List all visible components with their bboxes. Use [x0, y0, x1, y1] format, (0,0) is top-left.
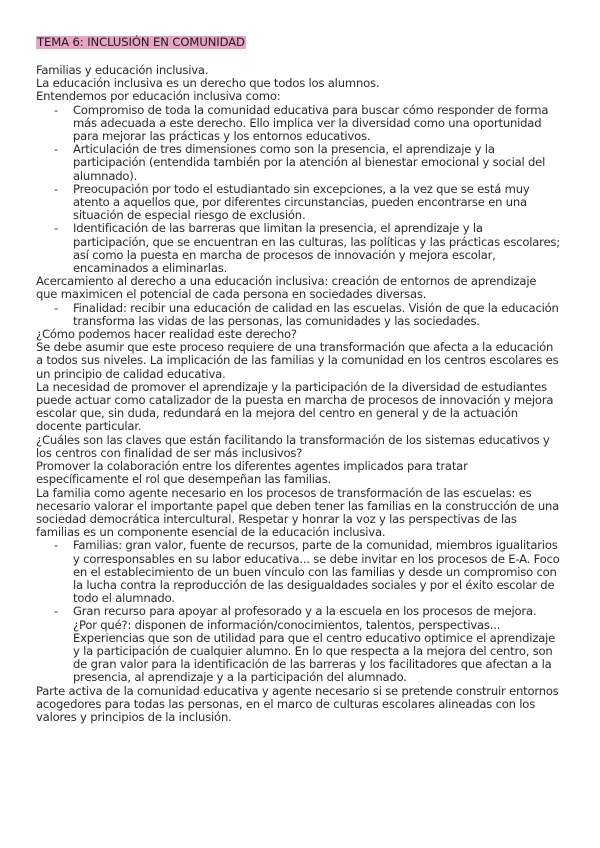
paragraph: ¿Cómo podemos hacer realidad este derecho? — [36, 327, 297, 342]
bullet-list — [36, 104, 560, 276]
page-title: TEMA 6: INCLUSIÓN EN COMUNIDAD — [37, 35, 245, 49]
paragraph: Acercamiento al derecho a una educación inclusiva: creación de entornos de aprendizaje que maximicen el potencial de cada persona en sociedades diversas. — [36, 274, 537, 302]
document-body — [36, 64, 560, 724]
paragraph: Se debe asumir que este proceso requiere de una transformación que afecta a la educación a todos sus niveles. La implicación de las familias y la comunidad en los centros escolares es un principio de calidad educativa. — [36, 340, 559, 381]
list-item: - Articulación de tres dimensiones como son la presencia, el aprendizaje y la participación (entendida también por la atención al bienestar emocional y social del alumnado). — [36, 143, 560, 183]
paragraph: La necesidad de promover el aprendizaje y la participación de la diversidad de estudiantes puede actuar como catalizador de la puesta en marcha de procesos de innovación y mejora escolar que, sin duda, redundará en la mejora del centro en general y de la actuación docente particular. — [36, 379, 554, 434]
paragraph: La educación inclusiva es un derecho que todos los alumnos. — [36, 76, 380, 91]
list-item: - Familias: gran valor, fuente de recursos, parte de la comunidad, miembros igualitarios y corresponsables en su labor educativa... se debe invitar en los procesos de E-A. Foco en el establecimiento de un buen vínculo con las familias y desde un compromiso con la lucha contra la reproducción de las desigualdades sociales y por el éxito escolar de todo el alumnado. — [36, 539, 560, 605]
list-item: - Preocupación por todo el estudiantado sin excepciones, a la vez que se está muy atento a aquellos que, por diferentes circunstancias, pueden encontrarse en una situación de especial riesgo de exclusión. — [36, 183, 560, 223]
bullet-list — [36, 302, 560, 328]
bullet-list — [36, 539, 560, 684]
paragraph: ¿Cuáles son las claves que están facilitando la transformación de los sistemas educativos y los centros con finalidad de ser más inclusivos? — [36, 432, 550, 460]
paragraph: Promover la colaboración entre los diferentes agentes implicados para tratar específicamente el rol que desempeñan las familias. — [36, 459, 468, 487]
paragraph: Parte activa de la comunidad educativa y agente necesario si se pretende construir entornos acogedores para todas las personas, en el marco de culturas escolares alineadas con los valores y principios de la inclusión. — [36, 683, 559, 724]
paragraph: La familia como agente necesario en los procesos de transformación de las escuelas: es necesario valorar el importante papel que deben tener las familias en la construcción de una sociedad democrática intercultural. Respetar y honrar la voz y las perspectivas de las familias es un componente esencial de la educación inclusiva. — [36, 485, 560, 540]
list-item: - Gran recurso para apoyar al profesorado y a la escuela en los procesos de mejora. ¿Por qué?: disponen de información/conocimientos, talentos, perspectivas... Experiencias que son de utilidad para que el centro educativo optimice el aprendizaje y la participación de cualquier alumno. En lo que respecta a la mejora del centro, son de gran valor para la identificación de las barreras y los facilitadores que afectan a la presencia, al aprendizaje y a la participación del alumnado. — [36, 605, 560, 684]
list-item: - Finalidad: recibir una educación de calidad en las escuelas. Visión de que la educación transforma las vidas de las personas, las comunidades y las sociedades. — [36, 302, 560, 328]
list-item: - Identificación de las barreras que limitan la presencia, el aprendizaje y la participación, que se encuentran en las culturas, las políticas y las prácticas escolares; así como la puesta en marcha de procesos de innovación y mejora escolar, encaminados a eliminarlas. — [36, 222, 560, 275]
paragraph: Familias y educación inclusiva. — [36, 63, 209, 77]
paragraph: Entendemos por educación inclusiva como: — [36, 89, 281, 104]
list-item: - Compromiso de toda la comunidad educativa para buscar cómo responder de forma más adecuada a este derecho. Ello implica ver la diversidad como una oportunidad para mejorar las prácticas y los entornos educativos. — [36, 104, 560, 144]
